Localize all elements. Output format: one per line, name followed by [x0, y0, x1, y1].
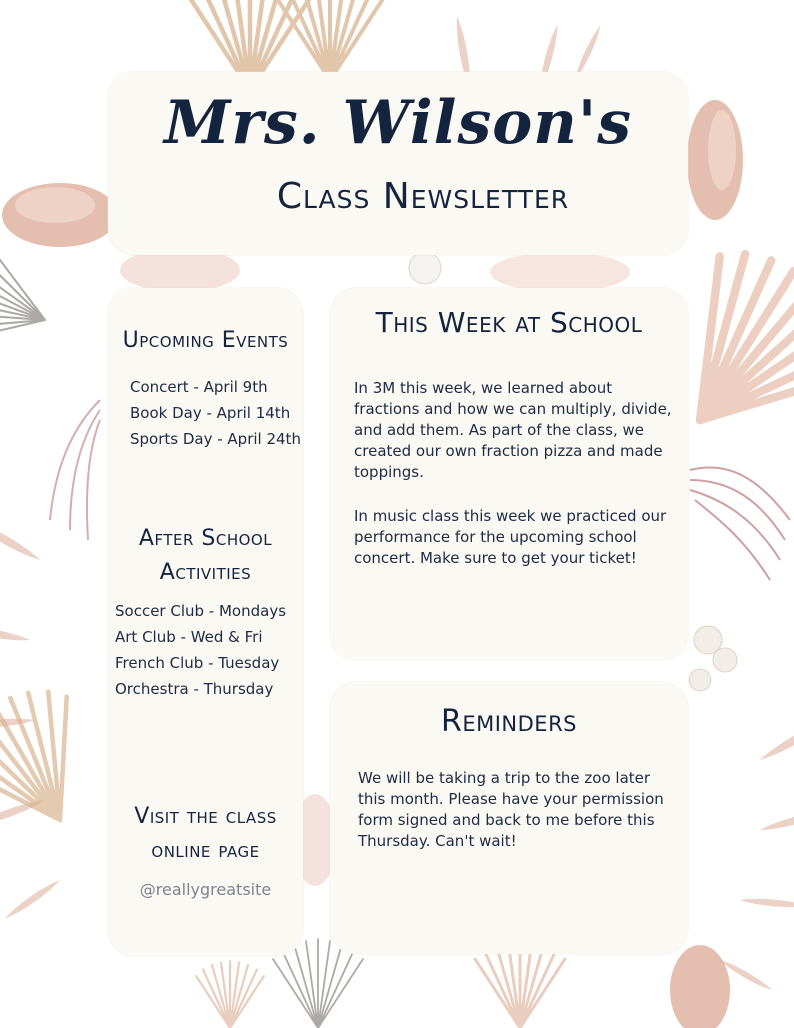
pampas-right [690, 467, 790, 580]
visit-heading: Visit the class online page [134, 804, 277, 863]
this-week-paragraph-math: In 3M this week, we learned about fractions and how we can multiply, divide, and add them. As part of the class, we created our own fraction pizza and made toppings. [354, 379, 672, 481]
title-card [108, 72, 688, 255]
cluster-left [2, 183, 118, 247]
this-week-card [330, 288, 688, 660]
activity-item: French Club - Tuesday [115, 654, 280, 672]
events-list [130, 374, 305, 452]
this-week-heading: This Week at School [375, 306, 643, 339]
pampas-left [50, 400, 100, 540]
sidebar-card [108, 288, 303, 956]
newsletter-title: Mrs. Wilson's [163, 88, 633, 158]
activities-list [115, 598, 300, 702]
reminders-text: We will be taking a trip to the zoo later this month. Please have your permission form signed and back to me before this Thursday. Can't wait! [358, 769, 664, 850]
cluster-right [687, 100, 743, 220]
event-item: Book Day - April 14th [130, 404, 291, 422]
activity-item: Orchestra - Thursday [115, 680, 274, 698]
activity-item: Art Club - Wed & Fri [115, 628, 263, 646]
site-link[interactable]: @reallygreatsite [139, 880, 272, 899]
event-item: Sports Day - April 24th [130, 430, 301, 448]
cluster-bottom-right [670, 945, 730, 1028]
leaf-right [719, 715, 794, 992]
reminders-card [330, 682, 688, 954]
newsletter-subtitle: Class Newsletter [276, 176, 570, 217]
activity-item: Soccer Club - Mondays [115, 602, 287, 620]
cotton-right [689, 626, 737, 691]
event-item: Concert - April 9th [130, 378, 268, 396]
reminders-heading: Reminders [441, 704, 577, 739]
this-week-paragraph-music: In music class this week we practiced our performance for the upcoming school concert. Make sure to get your ticket! [354, 507, 667, 567]
after-school-heading: After School Activities [138, 526, 273, 585]
events-heading: Upcoming Events [122, 328, 289, 353]
grey-palm-left [0, 235, 63, 369]
palm-fan-bottom-left [0, 671, 118, 854]
